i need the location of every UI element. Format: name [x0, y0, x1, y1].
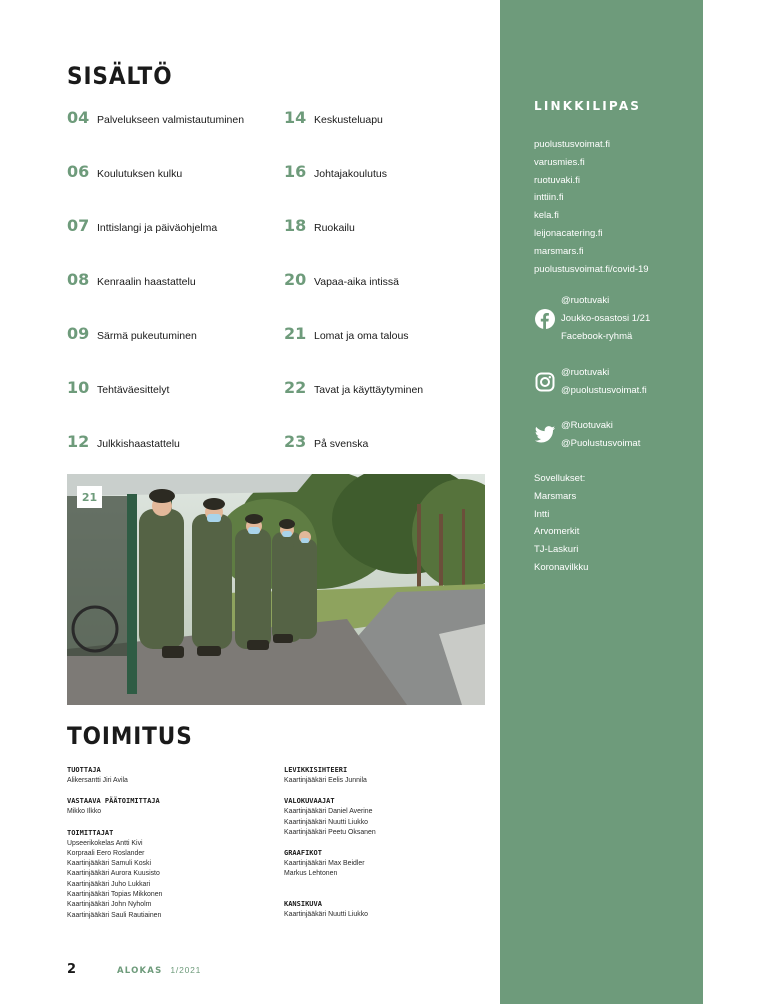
toc-entry-label: Julkkishaastattelu [97, 438, 180, 450]
credit-role: KANSIKUVA [284, 899, 322, 908]
facebook-line[interactable]: Joukko-osastosi 1/21 [561, 312, 651, 324]
issue-number: 1/2021 [170, 965, 202, 975]
twitter-block [534, 417, 640, 453]
sidebar-link[interactable]: inttiin.fi [534, 192, 564, 204]
credit-name: Kaartinjääkäri Topias Mikkonen [67, 889, 163, 899]
sidebar-link[interactable]: leijonacatering.fi [534, 227, 603, 239]
sidebar-heading: LINKKILIPAS [534, 99, 642, 113]
sidebar-link[interactable]: varusmies.fi [534, 156, 585, 168]
credit-group [284, 796, 484, 837]
toc-page-number: 08 [67, 270, 90, 289]
toc-entry-label: På svenska [314, 438, 369, 450]
toc-page-number: 14 [284, 108, 307, 127]
app-name[interactable]: TJ-Laskuri [534, 544, 579, 556]
toc-page-number: 07 [67, 216, 90, 235]
toc-page-number: 04 [67, 108, 90, 127]
photo-page-badge: 21 [77, 486, 102, 508]
toc-page-number: 21 [284, 324, 307, 343]
link-sidebar [500, 0, 703, 1004]
toc-page-number: 10 [67, 378, 90, 397]
toc-entry[interactable] [67, 324, 197, 343]
credit-group [67, 828, 267, 920]
credit-name: Kaartinjääkäri John Nyholm [67, 899, 152, 909]
credit-name: Upseerikokelas Antti Kivi [67, 837, 143, 847]
credit-group [284, 848, 484, 879]
toc-entry-label: Tehtäväesittelyt [97, 384, 170, 396]
toc-entry[interactable] [284, 216, 355, 235]
credit-name: Kaartinjääkäri Daniel Averine [284, 806, 373, 816]
magazine-name: ALOKAS [117, 966, 163, 976]
credit-name: Kaartinjääkäri Nuutti Liukko [284, 816, 368, 826]
twitter-icon[interactable] [534, 424, 556, 446]
toc-page-number: 18 [284, 216, 307, 235]
credit-name: Mikko Ilkko [67, 806, 102, 816]
toc-entry[interactable] [67, 432, 180, 451]
toc-entry-label: Vapaa-aika intissä [314, 276, 400, 288]
sidebar-link[interactable]: kela.fi [534, 210, 559, 222]
toc-entry-label: Kenraalin haastattelu [97, 276, 196, 288]
credit-role: TOIMITTAJAT [67, 828, 114, 837]
toc-entry[interactable] [67, 108, 244, 127]
toc-entry[interactable] [67, 270, 196, 289]
toc-entry-label: Palvelukseen valmistautuminen [97, 114, 245, 126]
toc-page-number: 06 [67, 162, 90, 181]
credit-group [67, 765, 267, 785]
page-footer [67, 962, 201, 977]
sidebar-link[interactable]: puolustusvoimat.fi/covid-19 [534, 263, 649, 275]
credit-name: Kaartinjääkäri Juho Lukkari [67, 878, 151, 888]
cover-photo [67, 474, 485, 705]
toc-entry[interactable] [67, 162, 182, 181]
app-name[interactable]: Arvomerkit [534, 526, 580, 538]
toc-page-number: 23 [284, 432, 307, 451]
toc-entry-label: Koulutuksen kulku [97, 168, 183, 180]
toc-entry-label: Tavat ja käyttäytyminen [314, 384, 424, 396]
sidebar-link[interactable]: puolustusvoimat.fi [534, 139, 611, 150]
facebook-block [534, 292, 650, 345]
sidebar-link[interactable]: marsmars.fi [534, 245, 584, 257]
credit-role: TUOTTAJA [67, 766, 101, 774]
toc-entry[interactable] [67, 378, 169, 397]
credits-right-column [284, 765, 484, 930]
toc-page-number: 22 [284, 378, 307, 397]
credit-group [67, 796, 267, 816]
page-number: 2 [67, 962, 77, 977]
link-list [534, 136, 649, 278]
toc-entry[interactable] [284, 108, 383, 127]
toc-entry[interactable] [284, 270, 399, 289]
toc-entry-label: Ruokailu [314, 222, 355, 234]
credit-role: VALOKUVAAJAT [284, 797, 335, 806]
sidebar-link[interactable]: ruotuvaki.fi [534, 174, 580, 186]
credit-group [284, 899, 484, 919]
twitter-line[interactable]: @Ruotuvaki [561, 420, 613, 431]
credit-name: Kaartinjääkäri Peetu Oksanen [284, 826, 376, 836]
app-name[interactable]: Marsmars [534, 490, 577, 502]
facebook-line[interactable]: Facebook-ryhmä [561, 330, 633, 342]
credits-title: TOIMITUS [67, 722, 193, 750]
toc-entry-label: Särmä pukeutuminen [97, 330, 197, 342]
credit-role: VASTAAVA PÄÄTOIMITTAJA [67, 797, 160, 806]
instagram-icon[interactable] [534, 371, 556, 393]
app-name[interactable]: Intti [534, 508, 550, 520]
toc-entry[interactable] [284, 432, 368, 451]
credit-name: Kaartinjääkäri Aurora Kuusisto [67, 868, 160, 878]
toc-entry-label: Lomat ja oma talous [314, 330, 409, 342]
toc-page-number: 12 [67, 432, 90, 451]
toc-entry-label: Keskusteluapu [314, 114, 383, 126]
toc-title: SISÄLTÖ [67, 62, 173, 90]
toc-page-number: 20 [284, 270, 307, 289]
credit-name: Alikersantti Jiri Avila [67, 775, 128, 784]
toc-entry[interactable] [67, 216, 217, 235]
facebook-line[interactable]: @ruotuvaki [561, 295, 610, 306]
credit-name: Kaartinjääkäri Samuli Koski [67, 858, 151, 868]
credit-role: GRAAFIKOT [284, 849, 322, 858]
credit-name: Markus Lehtonen [284, 868, 338, 878]
apps-list [534, 470, 588, 577]
instagram-line[interactable]: @puolustusvoimat.fi [561, 384, 647, 396]
credit-role: LEVIKKISIHTEERI [284, 766, 348, 774]
toc-entry[interactable] [284, 324, 409, 343]
photo-soldiers-bus-stop [67, 474, 485, 705]
credit-name: Kaartinjääkäri Eelis Junnila [284, 775, 367, 784]
credit-name: Korpraali Eero Roslander [67, 847, 145, 857]
apps-heading: Sovellukset: [534, 473, 586, 484]
toc-entry-label: Johtajakoulutus [314, 168, 387, 180]
facebook-icon[interactable] [534, 308, 556, 330]
credit-name: Kaartinjääkäri Nuutti Liukko [284, 908, 368, 918]
credit-group [284, 765, 484, 785]
toc-page-number: 16 [284, 162, 307, 181]
instagram-line[interactable]: @ruotuvaki [561, 367, 610, 378]
toc-entry[interactable] [284, 162, 387, 181]
toc-entry-label: Inttislangi ja päiväohjelma [97, 222, 218, 234]
toc-entry[interactable] [284, 378, 423, 397]
credit-name: Kaartinjääkäri Max Beidler [284, 858, 365, 868]
instagram-block [534, 364, 647, 400]
app-name[interactable]: Koronavilkku [534, 561, 589, 573]
credits-left-column [67, 765, 267, 931]
toc-page-number: 09 [67, 324, 90, 343]
twitter-line[interactable]: @Puolustusvoimat [561, 437, 641, 449]
credit-name: Kaartinjääkäri Sauli Rautiainen [67, 909, 162, 919]
